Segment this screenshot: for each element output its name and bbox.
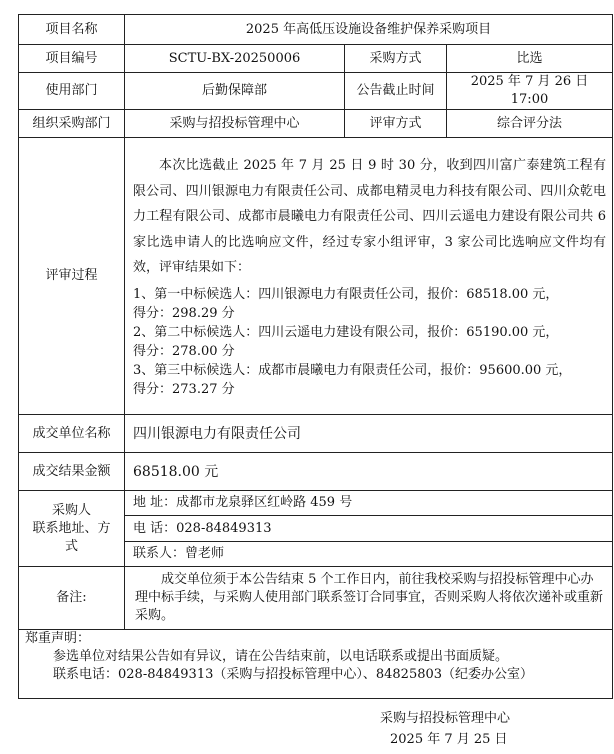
- row-department: [19, 73, 613, 110]
- declaration-cell: [19, 630, 613, 699]
- contact-label-line3: 式: [64, 538, 78, 554]
- deadline-value: 2025 年 7 月 26 日 17:00: [447, 73, 613, 110]
- contact-label-line2: 联系地址、方: [32, 520, 111, 536]
- row-contact-address: [19, 491, 613, 516]
- signature-block: [380, 708, 580, 750]
- candidate-2-line1: 2、第二中标候选人：四川云遥电力建设有限公司，报价：65190.00 元，: [133, 324, 559, 340]
- row-project-no: [19, 45, 613, 73]
- amount-value: 68518.00 元: [125, 453, 613, 491]
- department-label: 使用部门: [19, 73, 125, 110]
- organizer-label: 组织采购部门: [19, 110, 125, 138]
- project-name-label: 项目名称: [19, 15, 125, 45]
- row-project-name: [19, 15, 613, 45]
- candidate-3-line1: 3、第三中标候选人：成都市晨曦电力有限责任公司，报价：95600.00 元，: [133, 362, 572, 378]
- organizer-value: 采购与招投标管理中心: [125, 110, 345, 138]
- candidate-3-score: 得分：273.27 分: [133, 381, 235, 397]
- declaration-title: 郑重声明：: [25, 631, 91, 646]
- candidate-1-score: 得分：298.29 分: [133, 305, 235, 321]
- declaration-line1: 参选单位对结果公告如有异议，请在公告结束前，以电话联系或提出书面质疑。: [53, 649, 509, 664]
- contact-label: [19, 491, 125, 567]
- purchase-method-label: 采购方式: [345, 45, 447, 73]
- project-no-value: SCTU-BX-20250006: [125, 45, 345, 73]
- row-remark: [19, 567, 613, 630]
- winner-value: 四川银源电力有限责任公司: [125, 415, 613, 453]
- row-organizer: [19, 110, 613, 138]
- project-no-label: 项目编号: [19, 45, 125, 73]
- row-review: [19, 138, 613, 415]
- contact-address: 地 址：成都市龙泉驿区红岭路 459 号: [125, 491, 613, 516]
- contact-person: 联系人：曾老师: [125, 542, 613, 567]
- purchase-method-value: 比选: [447, 45, 613, 73]
- amount-label: 成交结果金额: [19, 453, 125, 491]
- review-label: 评审过程: [19, 138, 125, 415]
- deadline-label: 公告截止时间: [345, 73, 447, 110]
- contact-phone: 电 话：028-84849313: [125, 516, 613, 542]
- project-name-value: 2025 年高低压设施设备维护保养采购项目: [125, 15, 613, 45]
- contact-label-line1: 采购人: [51, 502, 91, 518]
- row-winner: [19, 415, 613, 453]
- row-amount: [19, 453, 613, 491]
- candidate-3: [125, 361, 612, 403]
- department-value: 后勤保障部: [125, 73, 345, 110]
- announcement-table: [18, 14, 613, 699]
- remark-text: 成交单位须于本公告结束 5 个工作日内，前往我校采购与招投标管理中心办理中标手续，与采购人使用部门联系签订合同事宜，否则采购人将依次递补或重新采购。: [125, 567, 613, 630]
- candidate-2-score: 得分：278.00 分: [133, 343, 235, 359]
- winner-label: 成交单位名称: [19, 415, 125, 453]
- row-declaration: [19, 630, 613, 699]
- review-method-value: 综合评分法: [447, 110, 613, 138]
- review-content: [125, 138, 613, 415]
- review-method-label: 评审方式: [345, 110, 447, 138]
- candidate-2: [125, 323, 612, 361]
- candidate-1-line1: 1、第一中标候选人：四川银源电力有限责任公司，报价：68518.00 元，: [133, 286, 559, 302]
- signature-org: 采购与招投标管理中心: [380, 711, 511, 726]
- declaration-line2: 联系电话：028-84849313（采购与招投标管理中心）、84825803（纪委办公室）: [53, 667, 534, 682]
- signature-date: 2025 年 7 月 25 日: [390, 732, 508, 747]
- remark-label: 备注:: [19, 567, 125, 630]
- candidate-1: [125, 285, 612, 323]
- review-paragraph: 本次比选截止 2025 年 7 月 25 日 9 时 30 分，收到四川富广泰建筑工程有限公司、四川银源电力有限责任公司、成都电精灵电力科技有限公司、四川众乾电力工程有限公司、成都市晨曦电力有限责任公司、四川云遥电力建设有限公司共 6 家比选申请人的比选响应文件，经过专家小组评审，3 家公司比选响应文件均有效，评审结果如下：: [133, 158, 607, 276]
